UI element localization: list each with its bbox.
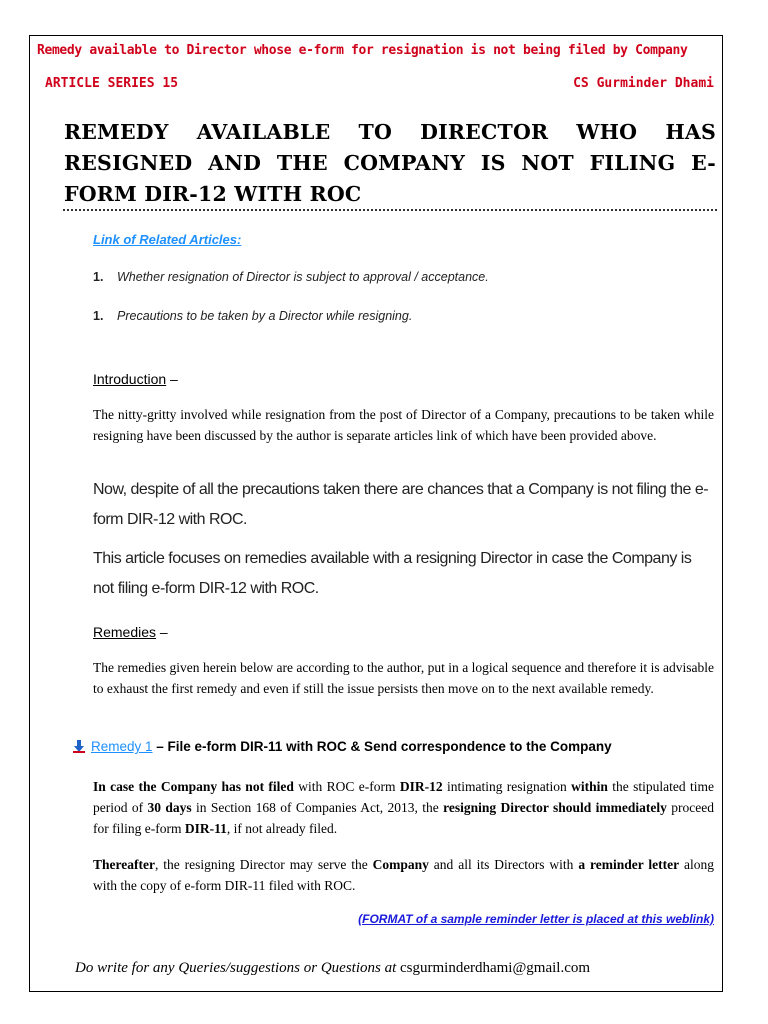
list-number: 1. (93, 309, 104, 323)
email-link[interactable]: csgurminderdhami@gmail.com (396, 960, 591, 976)
footer-contact: Do write for any Queries/suggestions or Questions at csgurminderdhami@gmail.com (75, 960, 591, 976)
intro-paragraph-emphasis: This article focuses on remedies available with a resigning Director in case the Company is not filing e-form DIR-12 with ROC. (93, 550, 692, 597)
author-name: CS Gurminder Dhami (573, 76, 714, 91)
arrow-bullet-icon (73, 739, 91, 756)
related-article-text[interactable]: Precautions to be taken by a Director while resigning. (117, 309, 413, 323)
remedy-1-paragraph-2: Thereafter, the resigning Director may serve the Company and all its Directors with a reminder letter along with the copy of e-form DIR-11 filed with ROC. (93, 857, 714, 893)
related-articles-heading: Link of Related Articles: (93, 232, 242, 247)
remedies-paragraph: The remedies given herein below are according to the author, put in a logical sequence and therefore it is advisable to exhaust the first remedy and even if still the issue persists then move on to the next available remedy. (93, 660, 714, 696)
related-article-text[interactable]: Whether resignation of Director is subject to approval / acceptance. (117, 270, 489, 284)
list-number: 1. (93, 270, 104, 284)
introduction-heading: Introduction – (93, 371, 178, 387)
remedy-1-heading: Remedy 1 – File e-form DIR-11 with ROC & Send correspondence to the Company (73, 737, 612, 754)
page-title: REMEDY AVAILABLE TO DIRECTOR WHO HAS RESIGNED AND THE COMPANY IS NOT FILING E-FORM DIR-12 WITH ROC (64, 120, 716, 206)
intro-paragraph-emphasis: Now, despite of all the precautions taken there are chances that a Company is not filing the e-form DIR-12 with ROC. (93, 481, 709, 528)
remedy-1-paragraph-1: In case the Company has not filed with ROC e-form DIR-12 intimating resignation within the stipulated time period of 30 days in Section 168 of Companies Act, 2013, the resigning Director should immediately proceed for filing e-form DIR-11, if not already filed. (93, 779, 715, 836)
related-article-link[interactable] (93, 270, 489, 284)
related-article-link[interactable] (93, 309, 412, 323)
remedies-heading: Remedies – (93, 624, 168, 640)
format-weblink[interactable]: (FORMAT of a sample reminder letter is placed at this weblink) (358, 912, 714, 926)
header-banner: Remedy available to Director whose e-form for resignation is not being filed by Company (37, 43, 688, 58)
article-series: ARTICLE SERIES 15 (45, 76, 179, 91)
title-divider (63, 209, 717, 211)
intro-paragraph: The nitty-gritty involved while resignation from the post of Director of a Company, precautions to be taken while resigning have been discussed by the author is separate articles link of which have been provided above. (93, 407, 714, 443)
remedy-1-link[interactable]: Remedy 1 (91, 739, 153, 754)
